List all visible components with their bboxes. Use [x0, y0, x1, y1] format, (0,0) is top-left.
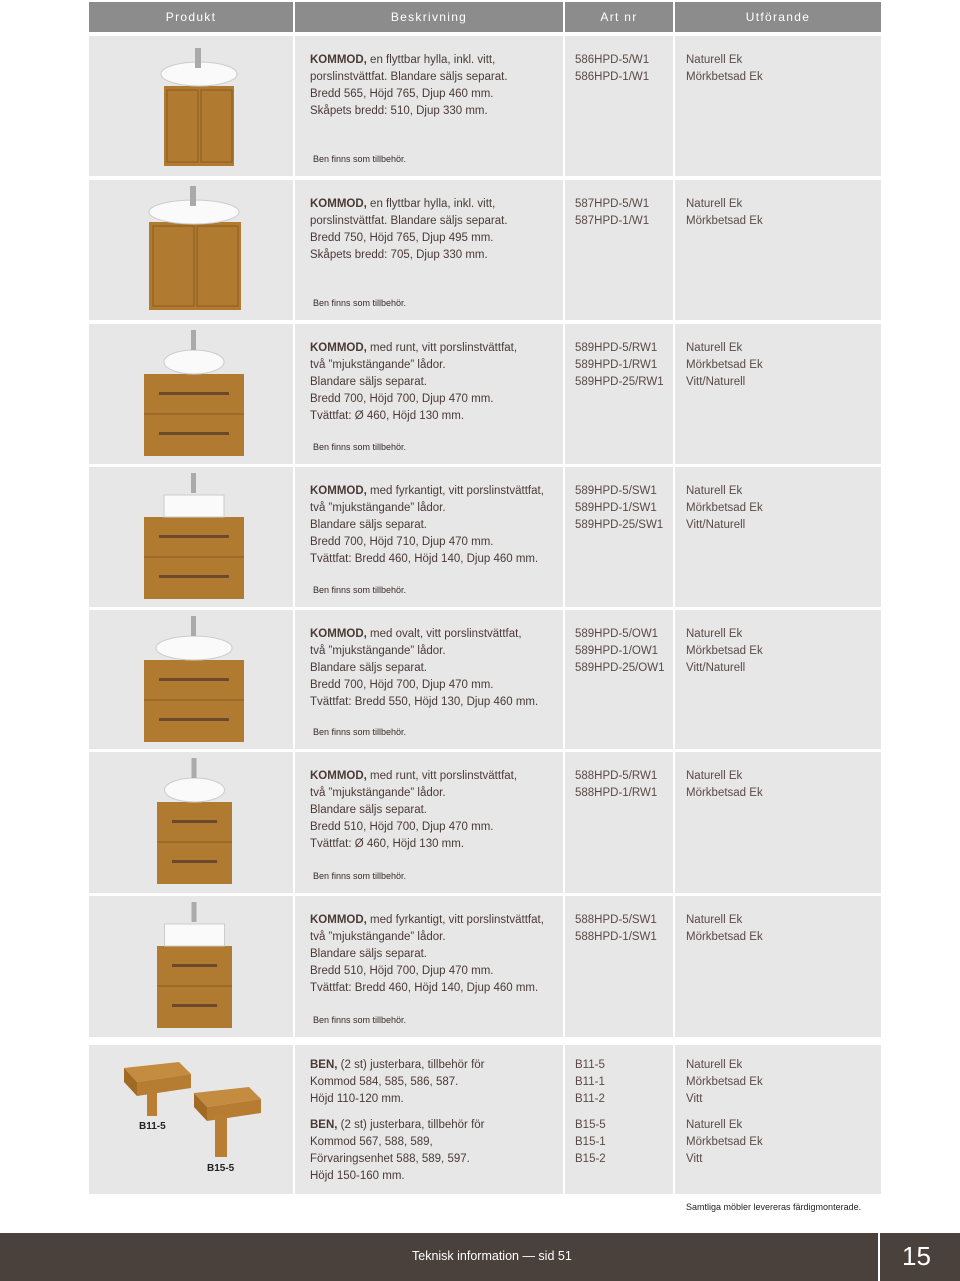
product-row — [89, 36, 881, 176]
product-image — [89, 324, 293, 464]
article-numbers: 589HPD-5/RW1 589HPD-1/RW1 589HPD-25/RW1 — [575, 342, 664, 388]
legs-row — [89, 1045, 881, 1194]
article-numbers: 589HPD-5/SW1 589HPD-1/SW1 589HPD-25/SW1 — [575, 485, 664, 531]
product-image — [89, 180, 293, 320]
product-description: KOMMOD, med runt, vitt porslinstvättfat, två ”mjukstängande” lådor. Blandare säljs separat. Bredd 700, Höjd 700, Djup 470 mm. Tvättfat: Ø 460, Höjd 130 mm. — [310, 342, 518, 422]
leg-b-finish: Naturell Ek Mörkbetsad Ek Vitt — [686, 1119, 763, 1165]
product-row — [89, 324, 881, 464]
leg-label-b15: B15-5 — [207, 1163, 235, 1174]
product-description: KOMMOD, en flyttbar hylla, inkl. vitt, porslinstvättfat. Blandare säljs separat. Bredd 750, Höjd 765, Djup 495 mm. Skåpets bredd: 705, Djup 330 mm. — [310, 198, 508, 261]
leg-b15-image — [189, 1085, 264, 1165]
product-image — [89, 467, 293, 607]
header-produkt: Produkt — [89, 2, 293, 32]
leg-a-finish: Naturell Ek Mörkbetsad Ek Vitt — [686, 1059, 763, 1105]
header-art-nr: Art nr — [565, 2, 673, 32]
finish-options: Naturell Ek Mörkbetsad Ek Vitt/Naturell — [686, 485, 763, 531]
product-description: KOMMOD, med fyrkantigt, vitt porslinstvättfat, två ”mjukstängande” lådor. Blandare säljs separat. Bredd 510, Höjd 700, Djup 470 mm. Tvättfat: Bredd 460, Höjd 140, Djup 460 mm. — [310, 914, 544, 994]
product-row — [89, 467, 881, 607]
leg-label-b11: B11-5 — [139, 1121, 166, 1132]
product-image — [89, 752, 293, 893]
footer — [0, 1233, 960, 1281]
leg-b11-image — [119, 1060, 194, 1120]
product-image — [89, 36, 293, 176]
product-description: KOMMOD, med runt, vitt porslinstvättfat, två ”mjukstängande” lådor. Blandare säljs separat. Bredd 510, Höjd 700, Djup 470 mm. Tvättfat: Ø 460, Höjd 130 mm. — [310, 770, 518, 850]
leg-a-art: B11-5 B11-1 B11-2 — [575, 1059, 605, 1105]
page-number: 15 — [902, 1241, 931, 1271]
product-row — [89, 180, 881, 320]
finish-options: Naturell Ek Mörkbetsad Ek — [686, 770, 763, 799]
finish-options: Naturell Ek Mörkbetsad Ek — [686, 914, 763, 943]
legs-accessory-note: Ben finns som tillbehör. — [313, 154, 407, 164]
legs-accessory-note: Ben finns som tillbehör. — [313, 1015, 407, 1025]
leg-a-description: BEN, (2 st) justerbara, tillbehör för Kommod 584, 585, 586, 587. Höjd 110-120 mm. — [310, 1059, 485, 1105]
finish-options: Naturell Ek Mörkbetsad Ek — [686, 54, 763, 83]
product-description: KOMMOD, en flyttbar hylla, inkl. vitt, porslinstvättfat. Blandare säljs separat. Bredd 565, Höjd 765, Djup 460 mm. Skåpets bredd: 510, Djup 330 mm. — [310, 54, 508, 117]
legs-accessory-note: Ben finns som tillbehör. — [313, 871, 407, 881]
finish-options: Naturell Ek Mörkbetsad Ek Vitt/Naturell — [686, 628, 763, 674]
product-row — [89, 610, 881, 749]
product-row — [89, 896, 881, 1037]
product-image — [89, 610, 293, 749]
legs-accessory-note: Ben finns som tillbehör. — [313, 585, 407, 595]
finish-options: Naturell Ek Mörkbetsad Ek — [686, 198, 763, 227]
article-numbers: 587HPD-5/W1 587HPD-1/W1 — [575, 198, 650, 227]
leg-b-description: BEN, (2 st) justerbara, tillbehör för Kommod 567, 588, 589, Förvaringsenhet 588, 589, 597. Höjd 150-160 mm. — [310, 1119, 485, 1182]
header-utforande: Utförande — [675, 2, 881, 32]
product-description: KOMMOD, med ovalt, vitt porslinstvättfat, två ”mjukstängande” lådor. Blandare säljs separat. Bredd 700, Höjd 700, Djup 470 mm. Tvättfat: Bredd 550, Höjd 130, Djup 460 mm. — [310, 628, 539, 708]
article-numbers: 586HPD-5/W1 586HPD-1/W1 — [575, 54, 650, 83]
assembly-note: Samtliga möbler levereras färdigmonterade. — [686, 1202, 862, 1212]
legs-accessory-note: Ben finns som tillbehör. — [313, 442, 407, 452]
article-numbers: 588HPD-5/SW1 588HPD-1/SW1 — [575, 914, 657, 943]
product-description: KOMMOD, med fyrkantigt, vitt porslinstvättfat, två ”mjukstängande” lådor. Blandare säljs separat. Bredd 700, Höjd 710, Djup 470 mm. Tvättfat: Bredd 460, Höjd 140, Djup 460 mm. — [310, 485, 544, 565]
legs-accessory-note: Ben finns som tillbehör. — [313, 298, 407, 308]
article-numbers: 589HPD-5/OW1 589HPD-1/OW1 589HPD-25/OW1 — [575, 628, 665, 674]
finish-options: Naturell Ek Mörkbetsad Ek Vitt/Naturell — [686, 342, 763, 388]
leg-b-art: B15-5 B15-1 B15-2 — [575, 1119, 606, 1165]
article-numbers: 588HPD-5/RW1 588HPD-1/RW1 — [575, 770, 658, 799]
product-row — [89, 752, 881, 893]
product-image — [89, 896, 293, 1037]
header-beskrivning: Beskrivning — [295, 2, 563, 32]
legs-accessory-note: Ben finns som tillbehör. — [313, 727, 407, 737]
footer-text: Teknisk information — sid 51 — [412, 1249, 572, 1263]
